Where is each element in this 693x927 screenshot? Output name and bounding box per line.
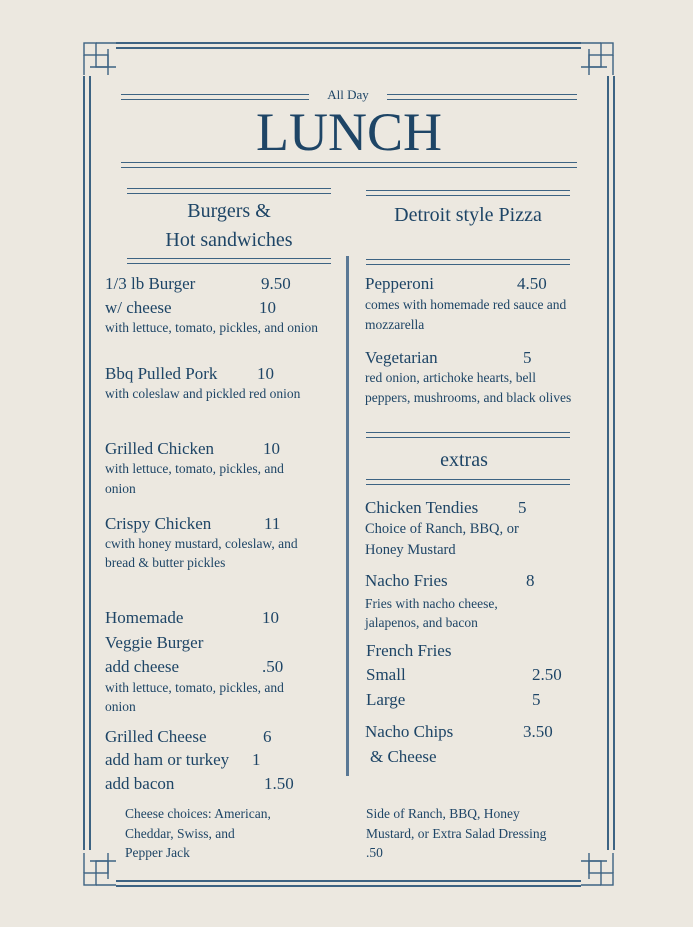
item-addon-price: 1.50 [264, 774, 294, 793]
menu-title: LUNCH [256, 102, 442, 162]
item-name: & Cheese [370, 747, 437, 766]
divider [366, 190, 570, 196]
item-name: Pepperoni [365, 274, 434, 293]
item-description: bread & butter pickles [105, 555, 226, 570]
item-price: 9.50 [261, 274, 291, 293]
frame-line [89, 76, 91, 850]
item-price: 10 [263, 439, 280, 458]
item-description: with lettuce, tomato, pickles, and onion [105, 320, 318, 335]
frame-line [83, 76, 85, 850]
item-addon-price: .50 [262, 657, 284, 676]
divider [387, 94, 577, 100]
frame-line [116, 885, 581, 887]
item-description: peppers, mushrooms, and black olives [365, 390, 572, 405]
item-price: 5 [532, 690, 541, 709]
section-heading-burgers [127, 197, 331, 255]
frame-line [116, 42, 581, 44]
note-line: .50 [366, 845, 383, 860]
divider [121, 162, 577, 168]
item-description: Honey Mustard [365, 542, 456, 558]
item-price: 6 [263, 727, 272, 746]
item-name: Vegetarian [365, 348, 438, 367]
heading-line: Hot sandwiches [165, 229, 293, 251]
item-description: red onion, artichoke hearts, bell [365, 370, 536, 385]
item-description: onion [105, 699, 136, 714]
divider [366, 432, 570, 438]
note-line: Mustard, or Extra Salad Dressing [366, 826, 547, 841]
item-name: Nacho Fries [365, 571, 448, 590]
item-price: 11 [264, 514, 281, 533]
item-addon-price: 1 [252, 750, 261, 769]
corner-ornament-icon [83, 852, 117, 886]
divider [366, 479, 570, 485]
item-price: 2.50 [532, 665, 562, 684]
frame-line [116, 47, 581, 49]
menu-subtitle: All Day [327, 87, 369, 102]
item-name: Homemade [105, 608, 184, 627]
item-description: with coleslaw and pickled red onion [105, 386, 301, 401]
item-price: 10 [262, 608, 279, 627]
item-name: Chicken Tendies [365, 498, 479, 517]
item-addon-price: 10 [259, 298, 276, 317]
item-size: Small [366, 665, 406, 684]
item-description: with lettuce, tomato, pickles, and [105, 680, 284, 695]
note-line: Cheddar, Swiss, and [125, 826, 235, 841]
item-price: 5 [523, 348, 532, 367]
item-price: 4.50 [517, 274, 547, 293]
note-line: Cheese choices: American, [125, 806, 271, 821]
column-divider [346, 256, 349, 776]
divider [127, 258, 331, 264]
note-line: Side of Ranch, BBQ, Honey [366, 806, 520, 821]
item-description: onion [105, 481, 136, 496]
item-addon: w/ cheese [105, 298, 172, 317]
item-name: Bbq Pulled Pork [105, 364, 218, 383]
item-price: 10 [257, 364, 274, 383]
item-price: 5 [518, 498, 527, 517]
corner-ornament-icon [580, 852, 614, 886]
frame-line [613, 76, 615, 850]
item-description: Choice of Ranch, BBQ, or [365, 521, 519, 537]
divider [366, 259, 570, 265]
item-addon: add cheese [105, 657, 180, 676]
item-description: cwith honey mustard, coleslaw, and [105, 536, 298, 551]
corner-ornament-icon [580, 42, 614, 76]
section-heading-extras: extras [440, 449, 488, 471]
divider [121, 94, 309, 100]
note-line: Pepper Jack [125, 845, 190, 860]
item-name: Grilled Chicken [105, 439, 215, 458]
item-description: jalapenos, and bacon [365, 615, 478, 630]
item-addon: add ham or turkey [105, 750, 230, 769]
item-price: 8 [526, 571, 535, 590]
divider [127, 188, 331, 194]
frame-line [116, 880, 581, 882]
item-description: mozzarella [365, 317, 425, 332]
section-heading-pizza: Detroit style Pizza [394, 204, 542, 226]
item-name: Crispy Chicken [105, 514, 212, 533]
item-name: Veggie Burger [105, 633, 204, 652]
frame-line [607, 76, 609, 850]
heading-line: Burgers & [187, 200, 271, 222]
corner-ornament-icon [83, 42, 117, 76]
item-name: Nacho Chips [365, 722, 454, 741]
item-addon: add bacon [105, 774, 175, 793]
item-description: comes with homemade red sauce and [365, 297, 567, 312]
item-name: 1/3 lb Burger [105, 274, 196, 293]
item-description: with lettuce, tomato, pickles, and [105, 461, 284, 476]
item-price: 3.50 [523, 722, 553, 741]
item-description: Fries with nacho cheese, [365, 596, 498, 611]
item-name: French Fries [366, 641, 452, 660]
item-name: Grilled Cheese [105, 727, 207, 746]
item-size: Large [366, 690, 406, 709]
